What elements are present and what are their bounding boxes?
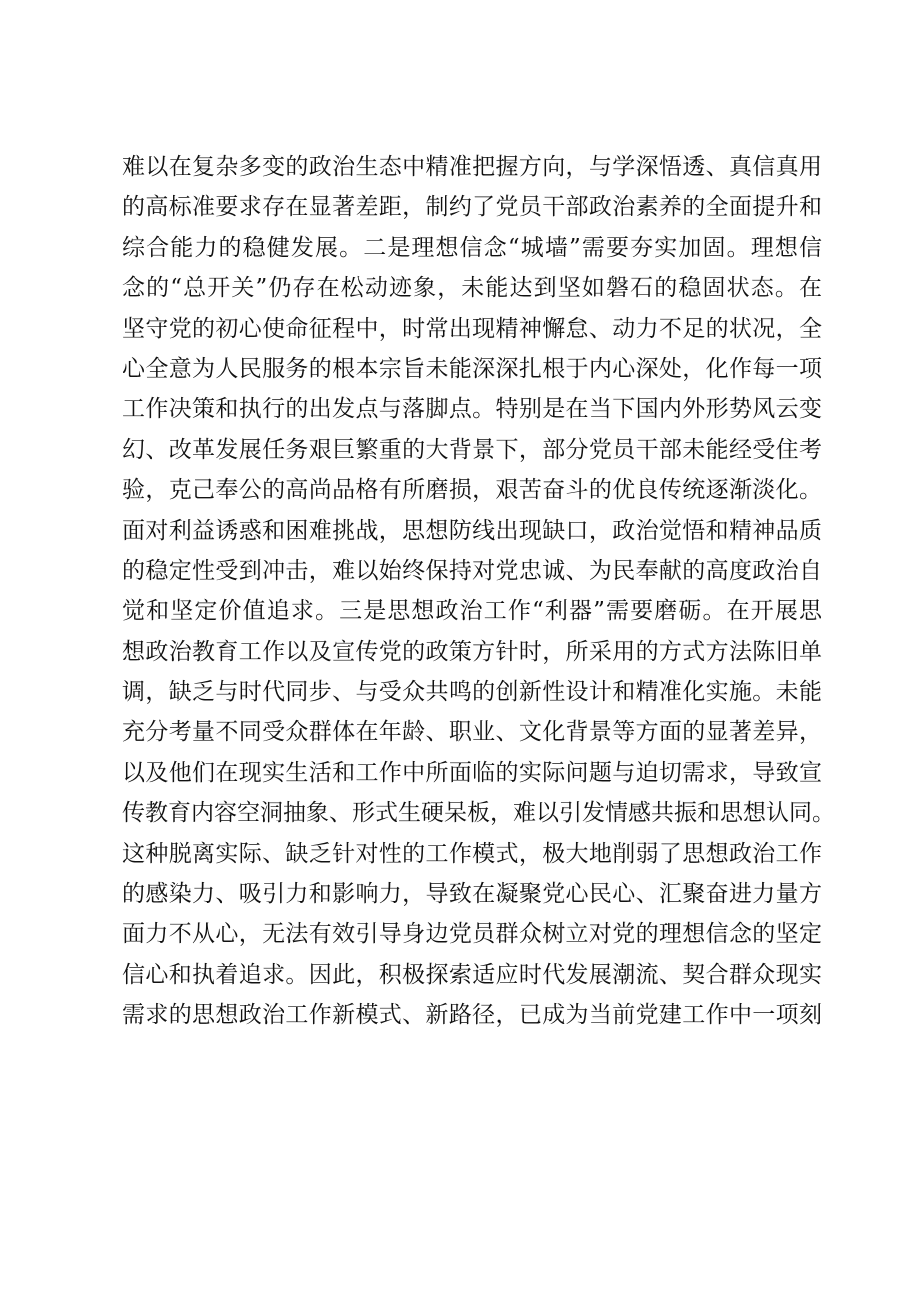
text-line: 这种脱离实际、缺乏针对性的工作模式，极大地削弱了思想政治工作	[122, 840, 822, 867]
text-line: 以及他们在现实生活和工作中所面临的实际问题与迫切需求，导致宣	[122, 759, 822, 786]
text-line: 综合能力的稳健发展。二是理想信念“城墙”需要夯实加固。理想信	[122, 234, 822, 261]
text-line: 念的“总开关”仍存在松动迹象，未能达到坚如磐石的稳固状态。在	[122, 275, 822, 302]
text-line: 充分考量不同受众群体在年龄、职业、文化背景等方面的显著差异，	[122, 719, 822, 746]
text-line: 的稳定性受到冲击，难以始终保持对党忠诚、为民奉献的高度政治自	[122, 557, 822, 584]
text-line: 想政治教育工作以及宣传党的政策方针时，所采用的方式方法陈旧单	[122, 638, 822, 665]
text-line: 面力不从心，无法有效引导身边党员群众树立对党的理想信念的坚定	[122, 921, 822, 948]
text-line: 工作决策和执行的出发点与落脚点。特别是在当下国内外形势风云变	[122, 396, 822, 423]
text-line: 幻、改革发展任务艰巨繁重的大背景下，部分党员干部未能经受住考	[122, 436, 822, 463]
text-line: 需求的思想政治工作新模式、新路径，已成为当前党建工作中一项刻	[122, 1002, 822, 1029]
body-paragraph	[122, 147, 835, 1036]
text-line: 坚守党的初心使命征程中，时常出现精神懈怠、动力不足的状况，全	[122, 315, 822, 342]
text-line: 传教育内容空洞抽象、形式生硬呆板，难以引发情感共振和思想认同。	[122, 800, 835, 827]
text-line: 信心和执着追求。因此，积极探索适应时代发展潮流、契合群众现实	[122, 961, 822, 988]
text-line: 的高标准要求存在显著差距，制约了党员干部政治素养的全面提升和	[122, 194, 822, 221]
text-line: 面对利益诱惑和困难挑战，思想防线出现缺口，政治觉悟和精神品质	[122, 517, 822, 544]
text-line: 验，克己奉公的高尚品格有所磨损，艰苦奋斗的优良传统逐渐淡化。	[122, 477, 822, 504]
text-line: 难以在复杂多变的政治生态中精准把握方向，与学深悟透、真信真用	[122, 154, 822, 180]
text-line: 的感染力、吸引力和影响力，导致在凝聚党心民心、汇聚奋进力量方	[122, 881, 822, 908]
text-line: 心全意为人民服务的根本宗旨未能深深扎根于内心深处，化作每一项	[122, 355, 822, 382]
text-line: 觉和坚定价值追求。三是思想政治工作“利器”需要磨砺。在开展思	[122, 598, 822, 625]
text-line: 调，缺乏与时代同步、与受众共鸣的创新性设计和精准化实施。未能	[122, 679, 822, 706]
